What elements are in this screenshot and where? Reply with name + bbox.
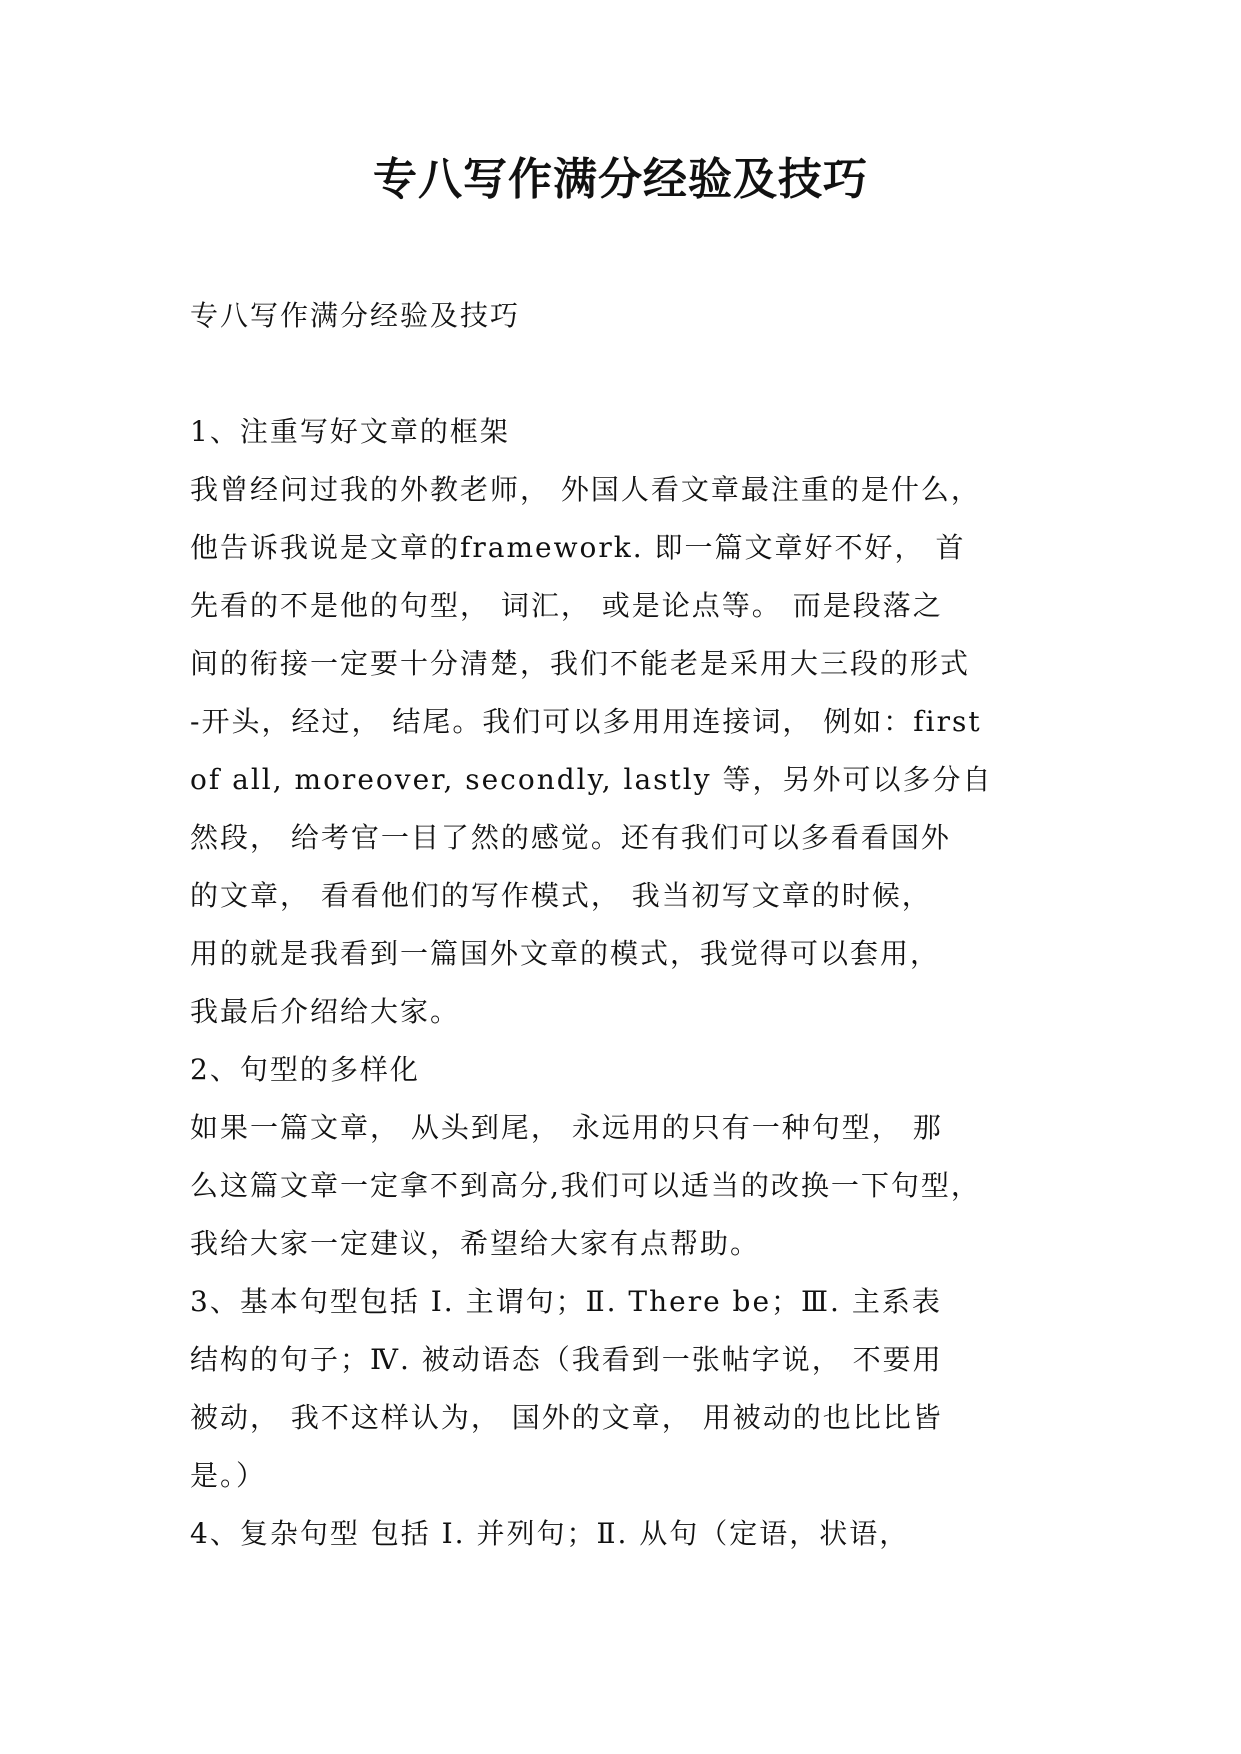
blank-line (190, 345, 1090, 403)
body-line: 么这篇文章一定拿不到高分,我们可以适当的改换一下句型， (190, 1169, 981, 1202)
body-line: 他告诉我说是文章的framework. 即一篇文章好不好， 首 (190, 531, 966, 564)
body-line: 是。） (190, 1459, 267, 1492)
body-line: 然段， 给考官一目了然的感觉。还有我们可以多看看国外 (190, 821, 951, 854)
section-heading: 2、句型的多样化 (190, 1053, 420, 1086)
body-line: 的文章， 看看他们的写作模式， 我当初写文章的时候， (190, 879, 932, 912)
body-line: 我曾经问过我的外教老师， 外国人看文章最注重的是什么， (190, 473, 981, 506)
document-title: 专八写作满分经验及技巧 (373, 154, 868, 205)
document-body (190, 287, 1090, 1563)
body-line: 专八写作满分经验及技巧 (190, 299, 521, 332)
body-line: 被动， 我不这样认为， 国外的文章， 用被动的也比比皆 (190, 1401, 943, 1434)
body-line: 我给大家一定建议，希望给大家有点帮助。 (190, 1227, 761, 1260)
body-line: -开头，经过， 结尾。我们可以多用用连接词， 例如：first (190, 705, 982, 738)
body-line: 如果一篇文章， 从头到尾， 永远用的只有一种句型， 那 (190, 1111, 943, 1144)
body-line: 结构的句子；Ⅳ. 被动语态（我看到一张帖字说， 不要用 (190, 1343, 943, 1376)
body-line: 我最后介绍给大家。 (190, 995, 461, 1028)
body-line: of all, moreover, secondly, lastly 等，另外可以多分自 (190, 763, 993, 796)
section-heading: 1、注重写好文章的框架 (190, 415, 510, 448)
body-line: 用的就是我看到一篇国外文章的模式，我觉得可以套用， (190, 937, 941, 970)
body-line: 先看的不是他的句型， 词汇， 或是论点等。 而是段落之 (190, 589, 943, 622)
body-line: 间的衔接一定要十分清楚，我们不能老是采用大三段的形式 (190, 647, 971, 680)
section-heading: 4、复杂句型 包括 Ⅰ. 并列句；Ⅱ. 从句（定语，状语， (190, 1517, 910, 1550)
section-heading: 3、基本句型包括 Ⅰ. 主谓句；Ⅱ. There be；Ⅲ. 主系表 (190, 1285, 942, 1318)
